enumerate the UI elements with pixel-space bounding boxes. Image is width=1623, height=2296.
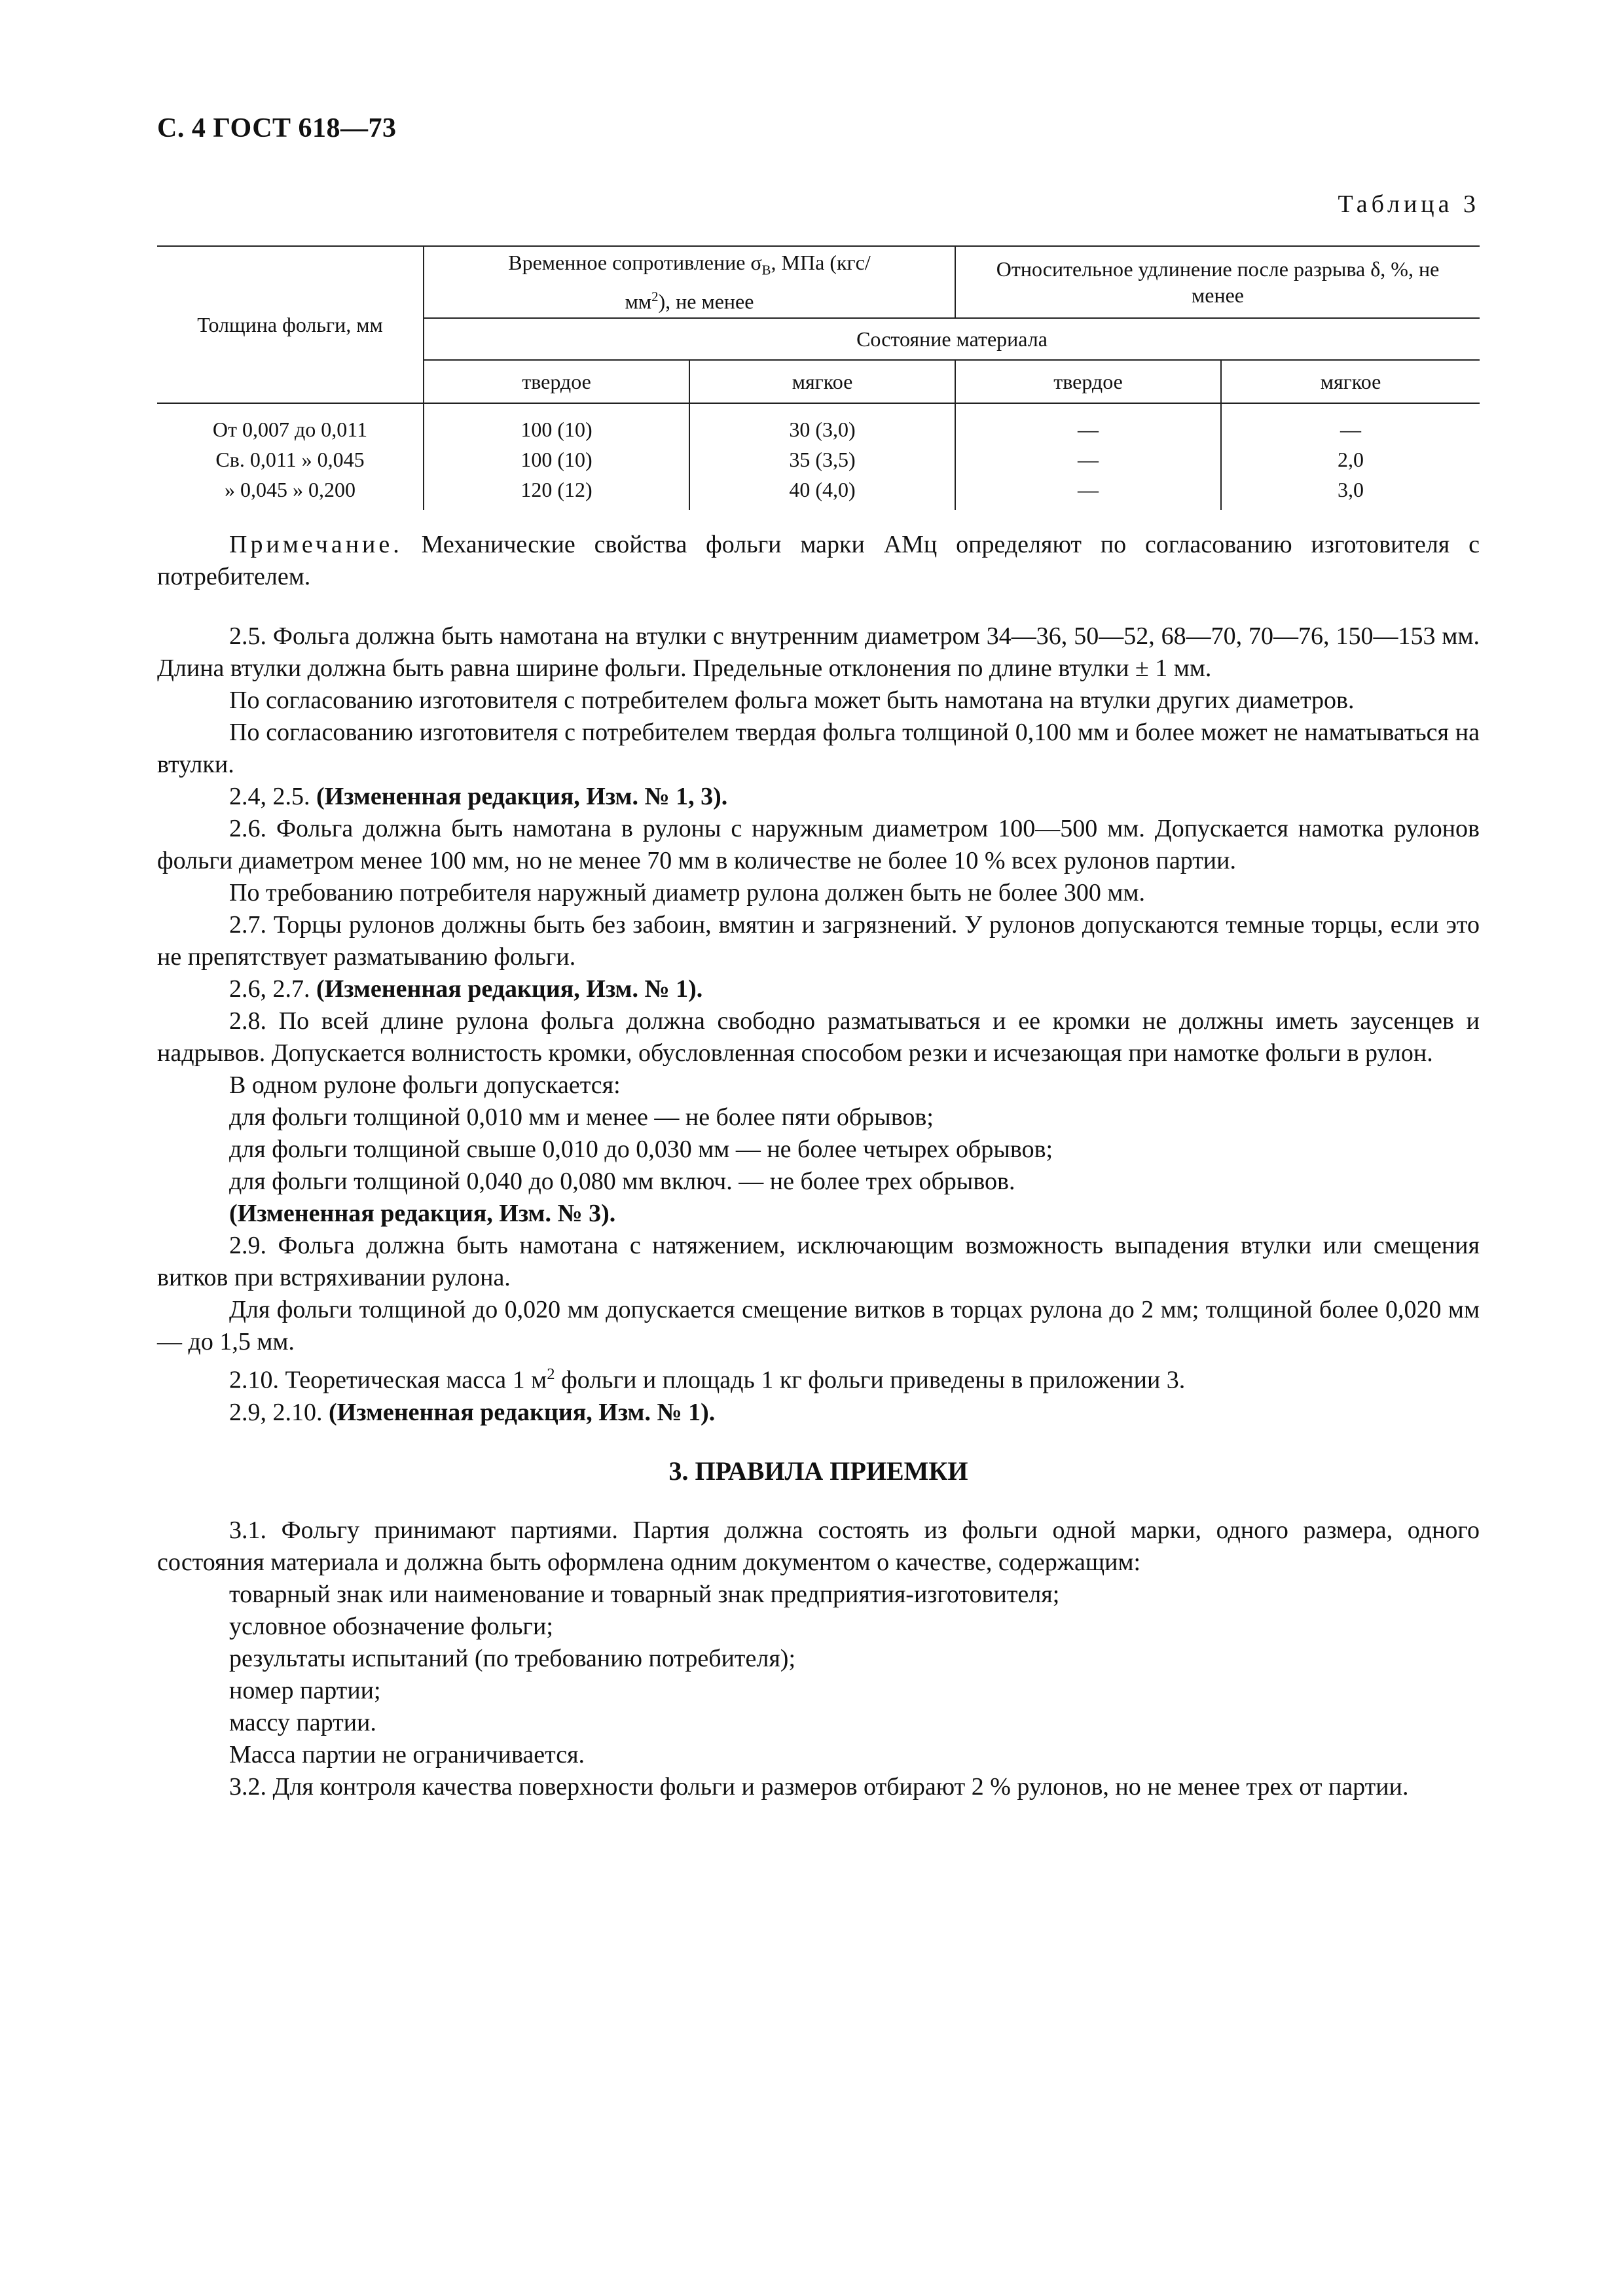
state-soft-1: мягкое <box>689 360 955 403</box>
paragraph-2-8: 2.8. По всей длине рулона фольга должна свободно разматываться и ее кромки не должны иметь заусенцев и надрывов. Допускается волнистость кромки, обусловленная способом резки и исчезающая при намотке фольги в рулон. <box>157 1007 1480 1067</box>
revision-note: 2.4, 2.5. (Измененная редакция, Изм. № 1, 3). <box>229 783 728 810</box>
header-thickness: Толщина фольги, мм <box>157 246 424 403</box>
paragraph-2-6: 2.6. Фольга должна быть намотана в рулоны с наружным диаметром 100—500 мм. Допускается намотка рулонов фольги диаметром менее 100 мм, но не менее 70 мм в количестве не более 10 % всех рулонов партии. <box>157 815 1480 874</box>
paragraph-2-5: 2.5. Фольга должна быть намотана на втулки с внутренним диаметром 34—36, 50—52, 68—70, 70—76, 150—153 мм. Длина втулки должна быть равна ширине фольги. Предельные отклонения по длине втулки ± 1 мм. <box>157 622 1480 682</box>
state-hard-1: твердое <box>424 360 689 403</box>
paragraph: В одном рулоне фольги допускается: <box>229 1071 621 1099</box>
state-hard-2: твердое <box>955 360 1221 403</box>
paragraph: По согласованию изготовителя с потребителем твердая фольга толщиной 0,100 мм и более может не наматываться на втулки. <box>157 719 1480 778</box>
main-text <box>157 620 1480 1803</box>
revision-note: 2.6, 2.7. (Измененная редакция, Изм. № 1). <box>229 975 703 1003</box>
paragraph-2-10: 2.10. Теоретическая масса 1 $м^2$ фольги и площадь 1 кг фольги приведены в приложении 3. <box>229 1365 1186 1394</box>
paragraph-3-1: 3.1. Фольгу принимают партиями. Партия должна состоять из фольги одной марки, одного размера, одного состояния материала и должна быть оформлена одним документом о качестве, содержащим: <box>157 1516 1480 1576</box>
list-item: условное обозначение фольги; <box>229 1612 553 1640</box>
list-item: массу партии. <box>229 1708 376 1736</box>
list-item: для фольги толщиной 0,010 мм и менее — не более пяти обрывов; <box>229 1103 934 1131</box>
list-item: результаты испытаний (по требованию потребителя); <box>229 1644 796 1672</box>
table-row: Св. 0,011 » 0,045 100 (10) 35 (3,5) — 2,0 <box>157 444 1480 475</box>
note-label: Примечание. <box>229 531 403 558</box>
paragraph-2-7: 2.7. Торцы рулонов должны быть без забоин, вмятин и загрязнений. У рулонов допускаются темные торцы, если это не препятствует разматыванию фольги. <box>157 911 1480 971</box>
header-strength: Временное сопротивление $\sigma_В$, МПа $(кгс/мм^2)$, не менее <box>424 246 955 318</box>
state-soft-2: мягкое <box>1221 360 1480 403</box>
paragraph-3-2: 3.2. Для контроля качества поверхности фольги и размеров отбирают 2 % рулонов, но не менее трех от партии. <box>229 1772 1409 1801</box>
list-item: номер партии; <box>229 1676 381 1704</box>
list-item: для фольги толщиной свыше 0,010 до 0,030 мм — не более четырех обрывов; <box>229 1136 1053 1163</box>
table-row: » 0,045 » 0,200 120 (12) 40 (4,0) — 3,0 <box>157 475 1480 510</box>
list-item: товарный знак или наименование и товарный знак предприятия-изготовителя; <box>229 1580 1060 1608</box>
paragraph: Для фольги толщиной до 0,020 мм допускается смещение витков в торцах рулона до 2 мм; толщиной более 0,020 мм — до 1,5 мм. <box>157 1296 1480 1355</box>
revision-note: (Измененная редакция, Изм. № 3). <box>229 1200 616 1227</box>
table-caption: Таблица 3 <box>1338 190 1480 218</box>
paragraph-2-9: 2.9. Фольга должна быть намотана с натяжением, исключающим возможность выпадения втулки или смещения витков при встряхивании рулона. <box>157 1232 1480 1291</box>
table-3 <box>157 245 1480 510</box>
paragraph: По согласованию изготовителя с потребителем фольга может быть намотана на втулки других диаметров. <box>229 687 1355 714</box>
list-item: для фольги толщиной 0,040 до 0,080 мм включ. — не более трех обрывов. <box>229 1168 1015 1195</box>
revision-note: 2.9, 2.10. (Измененная редакция, Изм. № 1). <box>229 1398 716 1426</box>
header-elongation: Относительное удлинение после разрыва δ, %, не менее <box>955 246 1480 318</box>
paragraph: Масса партии не ограничивается. <box>229 1740 585 1768</box>
page-header: С. 4 ГОСТ 618—73 <box>157 113 397 143</box>
table-note: Примечание. Механические свойства фольги марки АМц определяют по согласованию изготовителя с потребителем. <box>157 531 1480 590</box>
paragraph: По требованию потребителя наружный диаметр рулона должен быть не более 300 мм. <box>229 879 1145 906</box>
section-heading: 3. ПРАВИЛА ПРИЕМКИ <box>668 1456 968 1486</box>
table-row: От 0,007 до 0,011 100 (10) 30 (3,0) — — <box>157 403 1480 444</box>
header-state: Состояние материала <box>424 318 1480 360</box>
